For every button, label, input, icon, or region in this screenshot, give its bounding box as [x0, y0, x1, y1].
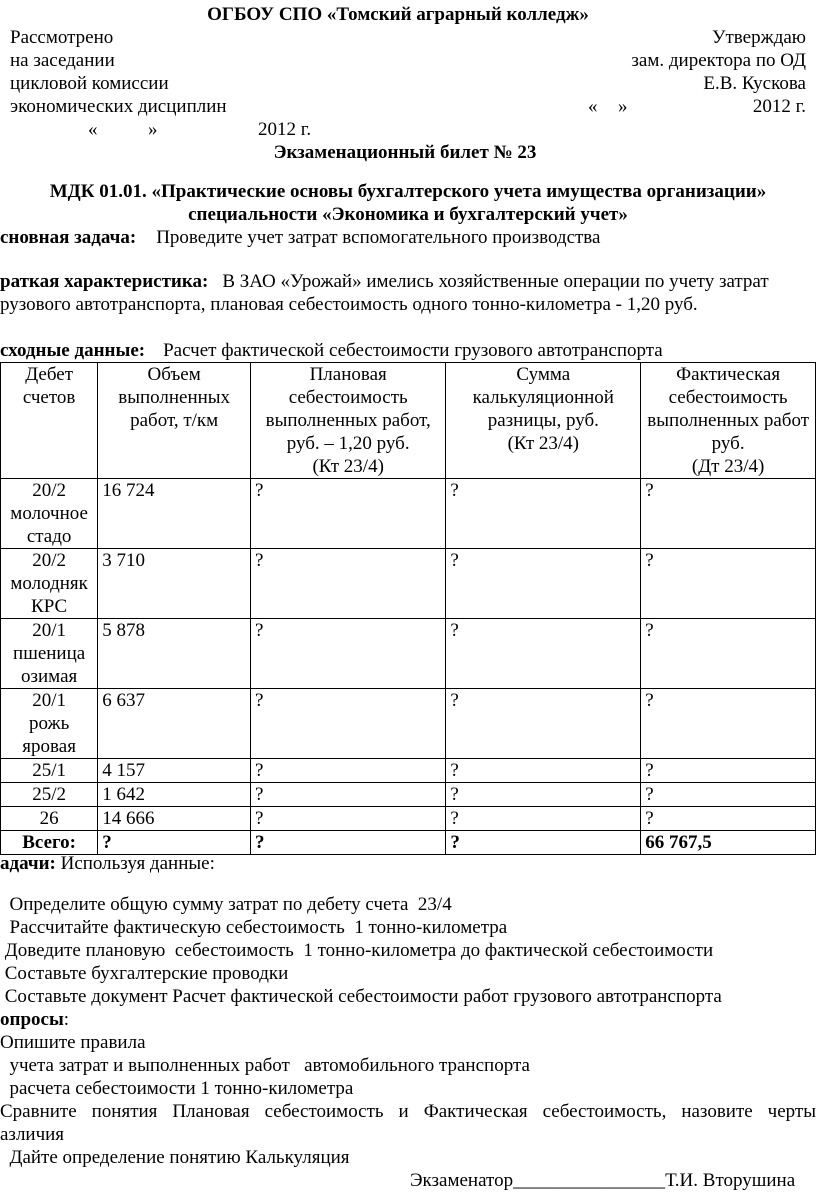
- task-item-2: Рассчитайте фактическую себестоимость 1 тонно-километра: [0, 917, 508, 938]
- cell-diff: ?: [446, 783, 641, 807]
- cell-plan: ?: [251, 689, 446, 759]
- cell-diff: ?: [446, 807, 641, 831]
- questions-heading: опросы:: [0, 1009, 70, 1030]
- cell-plan: ?: [251, 619, 446, 689]
- main-task: [0, 227, 600, 249]
- brief-text-1: В ЗАО «Урожай» имелись хозяйственные операции по учету затрат: [222, 271, 769, 292]
- table-row: [1, 783, 816, 807]
- course-line-1: МДК 01.01. «Практические основы бухгалтерского учета имущества организации»: [49, 181, 767, 202]
- ticket-title: Экзаменационный билет № 23: [273, 142, 537, 163]
- cell-account: 26: [1, 807, 98, 831]
- table-row: [1, 689, 816, 759]
- task-item-5: Составьте документ Расчет фактической себестоимости работ грузового автотранспорта: [0, 986, 722, 1007]
- cell-fact: ?: [641, 689, 816, 759]
- left-header-line-3: цикловой комиссии: [10, 73, 169, 94]
- brief-text-2: рузового автотранспорта, плановая себестоимость одного тонно-километра - 1,20 руб.: [0, 294, 698, 315]
- brief-label: раткая характеристика:: [0, 271, 209, 292]
- right-header-line-2: зам. директора по ОД: [631, 50, 806, 71]
- cell-fact: ?: [641, 479, 816, 549]
- total-plan: ?: [251, 831, 446, 855]
- examiner-signature: [410, 1170, 795, 1192]
- table-row: [1, 807, 816, 831]
- table-row: [1, 549, 816, 619]
- cost-table: [0, 362, 816, 855]
- source-label: сходные данные:: [0, 340, 146, 361]
- task-item-4: Составьте бухгалтерские проводки: [0, 963, 289, 984]
- cell-volume: 6 637: [98, 689, 251, 759]
- task-item-3: Доведите плановую себестоимость 1 тонно-километра до фактической себестоимости: [0, 940, 714, 961]
- right-date-year: 2012 г.: [752, 96, 806, 117]
- cell-plan: ?: [251, 759, 446, 783]
- left-header-line-1: Рассмотрено: [10, 27, 114, 48]
- cell-account: 20/1 пшеница озимая: [1, 619, 98, 689]
- header-volume: Объем выполненных работ, т/км: [98, 363, 251, 479]
- table-row: [1, 619, 816, 689]
- left-date-year: 2012 г.: [258, 119, 312, 140]
- table-total-row: [1, 831, 816, 855]
- cell-diff: ?: [446, 619, 641, 689]
- question-item-4: Сравните понятия Плановая себестоимость и Фактическая себестоимость, назовите черты: [0, 1101, 816, 1122]
- right-date-quote-open: «: [588, 96, 598, 117]
- source-text: Расчет фактической себестоимости грузового автотранспорта: [163, 340, 663, 361]
- cell-diff: ?: [446, 479, 641, 549]
- cell-volume: 14 666: [98, 807, 251, 831]
- header-plan-cost: Плановая себестоимость выполненных работ, руб. – 1,20 руб. (Кт 23/4): [251, 363, 446, 479]
- cell-diff: ?: [446, 759, 641, 783]
- cell-diff: ?: [446, 689, 641, 759]
- examiner-name: Т.И. Вторушина: [665, 1170, 796, 1191]
- main-task-label: сновная задача:: [0, 227, 137, 248]
- course-line-2: специальности «Экономика и бухгалтерский учет»: [188, 204, 628, 225]
- cell-diff: ?: [446, 549, 641, 619]
- table-row: [1, 479, 816, 549]
- total-fact: 66 767,5: [641, 831, 816, 855]
- cell-account: 20/2 молодняк КРС: [1, 549, 98, 619]
- cell-account: 25/2: [1, 783, 98, 807]
- table-header-row: [1, 363, 816, 479]
- question-item-5: Дайте определение понятию Калькуляция: [0, 1147, 350, 1168]
- right-header-line-1: Утверждаю: [712, 27, 806, 48]
- left-date-quote-close: »: [148, 119, 158, 140]
- cell-account: 20/2 молочное стадо: [1, 479, 98, 549]
- examiner-label: Экзаменатор: [410, 1170, 514, 1191]
- source-data: [0, 340, 663, 362]
- left-header-line-2: на заседании: [10, 50, 115, 71]
- tasks-intro: Используя данные:: [60, 853, 215, 874]
- cell-account: 25/1: [1, 759, 98, 783]
- cell-account: 20/1 рожь яровая: [1, 689, 98, 759]
- question-item-1: Опишите правила: [0, 1032, 146, 1053]
- cell-plan: ?: [251, 807, 446, 831]
- cell-volume: 16 724: [98, 479, 251, 549]
- tasks-label: адачи:: [0, 853, 56, 874]
- signature-line: ________________: [513, 1170, 666, 1191]
- question-item-4-cont: азличия: [0, 1124, 65, 1145]
- header-fact-cost: Фактическая себестоимость выполненных работ руб. (Дт 23/4): [641, 363, 816, 479]
- cell-fact: ?: [641, 549, 816, 619]
- cell-plan: ?: [251, 479, 446, 549]
- total-label: Всего:: [1, 831, 98, 855]
- cell-fact: ?: [641, 807, 816, 831]
- cell-fact: ?: [641, 619, 816, 689]
- total-volume: ?: [98, 831, 251, 855]
- tasks-heading: [0, 853, 215, 875]
- left-date-quote-open: «: [88, 119, 98, 140]
- right-date-quote-close: »: [618, 96, 628, 117]
- header-calc-diff: Сумма калькуляционной разницы, руб. (Кт 23/4): [446, 363, 641, 479]
- question-item-2: учета затрат и выполненных работ автомобильного транспорта: [0, 1055, 530, 1076]
- cell-plan: ?: [251, 549, 446, 619]
- task-item-1: Определите общую сумму затрат по дебету счета 23/4: [0, 894, 452, 915]
- cell-plan: ?: [251, 783, 446, 807]
- brief-line-1: [0, 271, 769, 293]
- cell-fact: ?: [641, 783, 816, 807]
- right-header-line-3: Е.В. Кускова: [703, 73, 806, 94]
- total-diff: ?: [446, 831, 641, 855]
- cell-volume: 3 710: [98, 549, 251, 619]
- cell-volume: 4 157: [98, 759, 251, 783]
- questions-label: опросы: [0, 1009, 64, 1030]
- table-row: [1, 759, 816, 783]
- question-item-3: расчета себестоимости 1 тонно-километра: [0, 1078, 354, 1099]
- cell-volume: 5 878: [98, 619, 251, 689]
- left-header-line-4: экономических дисциплин: [10, 96, 227, 117]
- cell-fact: ?: [641, 759, 816, 783]
- college-name: ОГБОУ СПО «Томский аграрный колледж»: [207, 4, 589, 25]
- main-task-text: Проведите учет затрат вспомогательного производства: [156, 227, 601, 248]
- header-account: Дебет счетов: [1, 363, 98, 479]
- cell-volume: 1 642: [98, 783, 251, 807]
